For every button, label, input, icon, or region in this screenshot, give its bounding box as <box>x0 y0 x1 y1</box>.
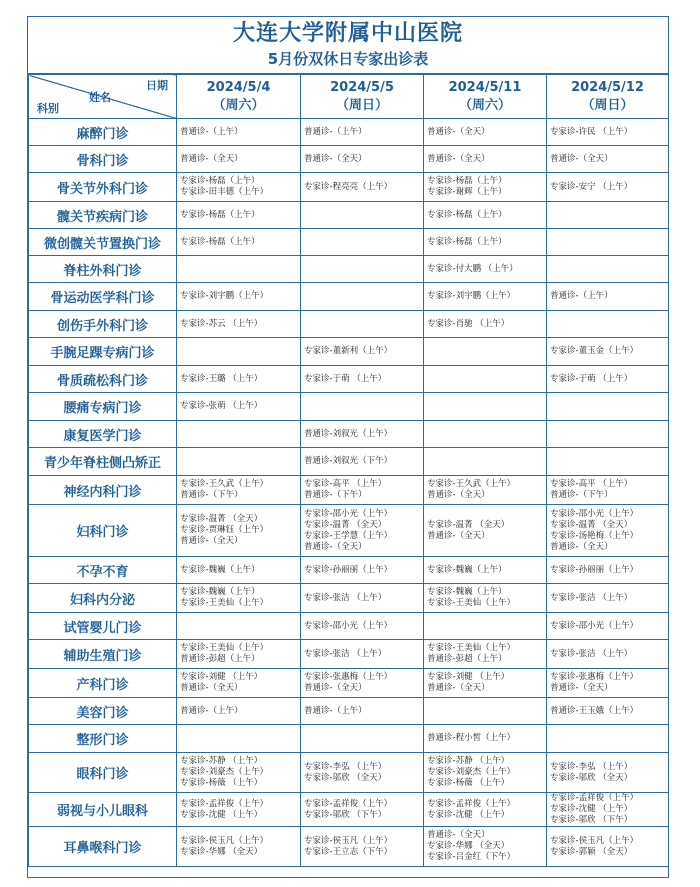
schedule-cell <box>177 753 301 793</box>
appointment-entry: 普通诊-（全天） <box>550 541 613 552</box>
table-row <box>29 256 669 283</box>
appointment-entry: 普通诊-（全天） <box>304 541 367 552</box>
table-row <box>29 613 669 640</box>
weekday-value: （周日） <box>335 97 388 113</box>
appointment-entry: 专家诊-苏静 （上午） <box>427 756 510 766</box>
department-name: 髋关节疾病门诊 <box>29 202 177 229</box>
date-value: 2024/5/12 <box>571 79 644 95</box>
table-row <box>29 698 669 725</box>
department-name: 弱视与小儿眼科 <box>29 793 177 827</box>
appointment-entry: 普通诊-王玉娥（上午） <box>550 705 639 716</box>
schedule-cell <box>177 283 301 311</box>
date-value: 2024/5/11 <box>448 79 522 95</box>
schedule-cell <box>424 698 547 725</box>
appointment-entry: 专家诊-刘豪杰（上午） <box>427 767 516 777</box>
appointment-entry: 专家诊-杨磊（上午） <box>180 236 260 247</box>
appointment-entry: 专家诊-邬欣 （全天） <box>550 772 633 783</box>
appointment-entry: 专家诊-王璐 （上午） <box>180 373 263 384</box>
appointment-entry: 专家诊-许民 （上午） <box>550 126 633 137</box>
schedule-cell <box>301 119 424 146</box>
schedule-cell <box>301 393 424 421</box>
appointment-entry: 普通诊-（上午） <box>550 291 613 301</box>
appointment-entry: 普通诊-（下午） <box>304 490 367 500</box>
schedule-cell <box>301 448 424 476</box>
department-name: 产科门诊 <box>29 669 177 698</box>
appointment-entry: 专家诊-魏巍（上午） <box>427 587 507 597</box>
schedule-cell <box>301 229 424 256</box>
schedule-cell <box>547 119 669 146</box>
appointment-entry: 专家诊-田丰德（上午） <box>180 187 269 197</box>
schedule-cell <box>301 613 424 640</box>
schedule-table <box>28 74 669 867</box>
date-header-row <box>29 75 669 119</box>
schedule-cell <box>177 173 301 202</box>
table-row <box>29 311 669 338</box>
schedule-cell <box>424 793 547 827</box>
appointment-entry: 普通诊-刘叙光（上午） <box>304 428 393 439</box>
department-name: 骨质疏松科门诊 <box>29 366 177 393</box>
schedule-cell <box>547 448 669 476</box>
schedule-cell <box>424 256 547 283</box>
schedule-cell <box>301 640 424 669</box>
schedule-cell <box>177 698 301 725</box>
appointment-entry: 专家诊-杨磊（上午） <box>180 176 260 186</box>
table-row <box>29 505 669 557</box>
appointment-entry: 专家诊-孟祥俊（上午） <box>550 793 639 803</box>
appointment-entry: 专家诊-刘豪杰（上午） <box>180 767 269 777</box>
table-row <box>29 584 669 613</box>
schedule-cell <box>547 725 669 753</box>
department-name: 腰痛专病门诊 <box>29 393 177 421</box>
appointment-entry: 专家诊-孙丽丽（上午） <box>550 564 639 575</box>
table-row <box>29 366 669 393</box>
appointment-entry: 专家诊-温菁 （全天） <box>180 514 263 524</box>
schedule-cell <box>547 366 669 393</box>
appointment-entry: 专家诊-杨薇 （上午） <box>180 778 263 788</box>
appointment-entry: 普通诊-（全天） <box>550 153 613 164</box>
appointment-entry: 专家诊-邬欣 （下午） <box>304 809 387 820</box>
appointment-entry: 专家诊-温菁 （全天） <box>427 519 510 530</box>
appointment-entry: 专家诊-汤艳梅（上午） <box>550 530 639 541</box>
appointment-entry: 专家诊-高平 （上午） <box>304 479 387 489</box>
schedule-cell <box>547 173 669 202</box>
appointment-entry: 专家诊-杨薇 （上午） <box>427 778 510 788</box>
appointment-entry: 专家诊-付大鹏 （上午） <box>427 263 518 274</box>
schedule-cell <box>547 202 669 229</box>
appointment-entry: 专家诊-孟祥俊（上午） <box>304 798 393 809</box>
schedule-cell <box>301 793 424 827</box>
table-row <box>29 476 669 505</box>
appointment-entry: 专家诊-邵小光（上午） <box>304 508 393 519</box>
schedule-cell <box>547 827 669 867</box>
schedule-cell <box>547 640 669 669</box>
schedule-cell <box>424 584 547 613</box>
department-name: 青少年脊柱侧凸矫正 <box>29 448 177 476</box>
department-name: 不孕不育 <box>29 557 177 584</box>
appointment-entry: 专家诊-张惠梅（上午） <box>304 672 393 682</box>
schedule-cell <box>301 283 424 311</box>
schedule-cell <box>547 283 669 311</box>
schedule-cell <box>177 448 301 476</box>
appointment-entry: 专家诊-于萌 （上午） <box>304 373 387 384</box>
schedule-cell <box>547 557 669 584</box>
schedule-cell <box>424 476 547 505</box>
appointment-entry: 专家诊-郭颖 （全天） <box>550 846 633 857</box>
schedule-cell <box>301 202 424 229</box>
schedule-cell <box>177 793 301 827</box>
schedule-cell <box>424 613 547 640</box>
appointment-entry: 专家诊-王久武（上午） <box>180 479 269 489</box>
appointment-entry: 专家诊-侯玉凡（上午） <box>550 835 639 846</box>
appointment-entry: 专家诊-刘宇鹏（上午） <box>427 291 516 301</box>
appointment-entry: 专家诊-魏巍（上午） <box>180 564 260 575</box>
table-row <box>29 640 669 669</box>
appointment-entry: 专家诊-邵小光（上午） <box>304 620 393 631</box>
table-row <box>29 753 669 793</box>
department-name: 眼科门诊 <box>29 753 177 793</box>
schedule-cell <box>424 229 547 256</box>
appointment-entry: 专家诊-吕金红（下午） <box>427 852 516 862</box>
appointment-entry: 专家诊-张洁 （上午） <box>304 592 387 603</box>
appointment-entry: 普通诊-（全天） <box>304 683 367 693</box>
schedule-cell <box>424 146 547 173</box>
schedule-cell <box>424 421 547 448</box>
page-subtitle: 5月份双休日专家出诊表 <box>267 50 429 68</box>
appointment-entry: 专家诊-王久武（上午） <box>427 479 516 489</box>
appointment-entry: 专家诊-贾琳钰（上午） <box>180 525 269 535</box>
appointment-entry: 专家诊-沈健 （上午） <box>427 809 510 820</box>
appointment-entry: 专家诊-王美仙（上午） <box>180 643 269 653</box>
appointment-entry: 专家诊-邵小光（上午） <box>550 620 639 631</box>
department-name: 试管婴儿门诊 <box>29 613 177 640</box>
schedule-cell <box>424 557 547 584</box>
schedule-body <box>29 119 669 867</box>
department-name: 脊柱外科门诊 <box>29 256 177 283</box>
schedule-cell <box>177 725 301 753</box>
schedule-cell <box>424 505 547 557</box>
appointment-entry: 专家诊-温菁 （全天） <box>550 519 633 530</box>
schedule-cell <box>547 311 669 338</box>
appointment-entry: 专家诊-李弘 （上午） <box>550 761 633 772</box>
schedule-cell <box>301 698 424 725</box>
schedule-cell <box>177 366 301 393</box>
page-title: 大连大学附属中山医院 <box>232 21 463 46</box>
appointment-entry: 专家诊-肖驰 （上午） <box>427 318 510 329</box>
department-name: 耳鼻喉科门诊 <box>29 827 177 867</box>
appointment-entry: 普通诊-彭超（上午） <box>180 654 260 664</box>
appointment-entry: 专家诊-刘健 （上午） <box>180 672 263 682</box>
appointment-entry: 普通诊-（全天） <box>550 683 613 693</box>
department-name: 妇科内分泌 <box>29 584 177 613</box>
schedule-cell <box>177 476 301 505</box>
table-row <box>29 283 669 311</box>
appointment-entry: 普通诊-（全天） <box>427 153 490 164</box>
schedule-cell <box>177 505 301 557</box>
schedule-cell <box>547 476 669 505</box>
table-row <box>29 338 669 366</box>
department-name: 辅助生殖门诊 <box>29 640 177 669</box>
date-value: 2024/5/5 <box>330 79 394 95</box>
schedule-cell <box>301 146 424 173</box>
appointment-entry: 专家诊-孟祥俊（上午） <box>427 798 516 809</box>
appointment-entry: 专家诊-华娜 （全天） <box>180 846 263 857</box>
schedule-cell <box>177 202 301 229</box>
appointment-entry: 普通诊-（下午） <box>550 490 613 500</box>
appointment-entry: 普通诊-程小皙（上午） <box>427 733 516 743</box>
schedule-cell <box>547 669 669 698</box>
appointment-entry: 专家诊-杨磊（上午） <box>427 236 507 247</box>
table-row <box>29 557 669 584</box>
schedule-cell <box>547 393 669 421</box>
schedule-cell <box>301 311 424 338</box>
appointment-entry: 普通诊-（上午） <box>304 126 367 137</box>
appointment-entry: 专家诊-张惠梅（上午） <box>550 672 639 682</box>
corner-name-label: 姓名 <box>89 91 111 104</box>
corner-date-label: 日期 <box>146 79 168 92</box>
department-name: 神经内科门诊 <box>29 476 177 505</box>
schedule-cell <box>424 827 547 867</box>
appointment-entry: 普通诊-（全天） <box>427 490 490 500</box>
schedule-cell <box>301 557 424 584</box>
schedule-cell <box>547 698 669 725</box>
department-name: 骨关节外科门诊 <box>29 173 177 202</box>
schedule-cell <box>424 393 547 421</box>
date-header <box>301 75 424 119</box>
schedule-cell <box>301 476 424 505</box>
appointment-entry: 专家诊-王美仙（上午） <box>427 643 516 653</box>
schedule-cell <box>547 613 669 640</box>
date-value: 2024/5/4 <box>206 79 271 95</box>
appointment-entry: 专家诊-刘宇鹏（上午） <box>180 291 269 301</box>
schedule-cell <box>424 338 547 366</box>
schedule-cell <box>424 311 547 338</box>
appointment-entry: 普通诊-彭超（上午） <box>427 654 507 664</box>
table-row <box>29 202 669 229</box>
appointment-entry: 普通诊-（上午） <box>180 126 243 137</box>
appointment-entry: 普通诊-（全天） <box>427 126 490 137</box>
appointment-entry: 专家诊-张洁 （上午） <box>550 592 633 603</box>
appointment-entry: 专家诊-王美仙（上午） <box>427 598 516 608</box>
schedule-cell <box>424 725 547 753</box>
appointment-entry: 专家诊-董新利（上午） <box>304 346 393 356</box>
appointment-entry: 普通诊-（全天） <box>427 683 490 693</box>
appointment-entry: 专家诊-刘健 （上午） <box>427 672 510 682</box>
date-header <box>424 75 547 119</box>
schedule-cell <box>424 173 547 202</box>
schedule-cell <box>301 753 424 793</box>
department-name: 麻醉门诊 <box>29 119 177 146</box>
appointment-entry: 专家诊-苏静 （上午） <box>180 756 263 766</box>
schedule-cell <box>301 366 424 393</box>
schedule-cell <box>424 448 547 476</box>
schedule-cell <box>301 827 424 867</box>
appointment-entry: 专家诊-孟祥俊（上午） <box>180 798 269 809</box>
table-row <box>29 827 669 867</box>
schedule-cell <box>424 366 547 393</box>
appointment-entry: 普通诊-（全天） <box>180 683 243 693</box>
appointment-entry: 专家诊-张洁 （上午） <box>550 648 633 659</box>
appointment-entry: 专家诊-程亮亮（上午） <box>304 181 393 192</box>
schedule-cell <box>424 119 547 146</box>
department-name: 骨科门诊 <box>29 146 177 173</box>
table-row <box>29 393 669 421</box>
schedule-cell <box>177 827 301 867</box>
appointment-entry: 专家诊-于萌 （上午） <box>550 373 633 384</box>
schedule-cell <box>177 640 301 669</box>
appointment-entry: 普通诊-（全天） <box>180 153 243 164</box>
schedule-cell <box>177 119 301 146</box>
schedule-cell <box>301 421 424 448</box>
schedule-cell <box>547 753 669 793</box>
appointment-entry: 专家诊-侯玉凡（上午） <box>180 835 269 846</box>
corner-dept-label: 科别 <box>37 102 59 115</box>
appointment-entry: 专家诊-沈健 （上午） <box>180 809 263 820</box>
table-row <box>29 229 669 256</box>
schedule-cell <box>301 173 424 202</box>
schedule-cell <box>547 338 669 366</box>
table-row <box>29 146 669 173</box>
schedule-cell <box>177 557 301 584</box>
department-name: 妇科门诊 <box>29 505 177 557</box>
schedule-cell <box>177 229 301 256</box>
appointment-entry: 专家诊-魏巍（上午） <box>427 564 507 575</box>
appointment-entry: 专家诊-张洁 （上午） <box>304 648 387 659</box>
schedule-cell <box>177 338 301 366</box>
table-row <box>29 173 669 202</box>
appointment-entry: 专家诊-王美仙（上午） <box>180 598 269 608</box>
appointment-entry: 专家诊-华娜 （全天） <box>427 841 510 851</box>
schedule-cell <box>177 584 301 613</box>
department-name: 微创髋关节置换门诊 <box>29 229 177 256</box>
schedule-cell <box>301 669 424 698</box>
appointment-entry: 专家诊-沈健 （上午） <box>550 804 633 814</box>
schedule-cell <box>177 146 301 173</box>
appointment-entry: 普通诊-刘叙光（下午） <box>304 456 393 466</box>
table-row <box>29 448 669 476</box>
weekday-value: （周六） <box>458 97 511 113</box>
appointment-entry: 专家诊-杨磊（上午） <box>427 176 507 186</box>
table-row <box>29 793 669 827</box>
schedule-sheet <box>27 16 669 878</box>
table-row <box>29 725 669 753</box>
schedule-cell <box>547 229 669 256</box>
appointment-entry: 专家诊-王学慧（上午） <box>304 530 393 541</box>
schedule-cell <box>547 146 669 173</box>
appointment-entry: 普通诊-（全天） <box>304 153 367 164</box>
schedule-cell <box>177 421 301 448</box>
appointment-entry: 专家诊-邬欣 （下午） <box>550 815 633 825</box>
table-row <box>29 421 669 448</box>
appointment-entry: 普通诊-（下午） <box>180 490 243 500</box>
appointment-entry: 专家诊-董玉金（上午） <box>550 346 639 356</box>
appointment-entry: 专家诊-魏巍（上午） <box>180 587 260 597</box>
schedule-cell <box>547 793 669 827</box>
schedule-cell <box>547 505 669 557</box>
appointment-entry: 普通诊-（上午） <box>304 705 367 716</box>
schedule-cell <box>301 256 424 283</box>
weekday-value: （周日） <box>581 97 634 113</box>
schedule-cell <box>177 256 301 283</box>
schedule-cell <box>177 393 301 421</box>
appointment-entry: 专家诊-苏云 （上午） <box>180 318 263 329</box>
appointment-entry: 专家诊-李弘 （上午） <box>304 761 387 772</box>
schedule-cell <box>547 421 669 448</box>
department-name: 手腕足踝专病门诊 <box>29 338 177 366</box>
table-row <box>29 669 669 698</box>
appointment-entry: 专家诊-侯玉凡（上午） <box>304 835 393 846</box>
appointment-entry: 专家诊-高平 （上午） <box>550 479 633 489</box>
department-name: 骨运动医学科门诊 <box>29 283 177 311</box>
appointment-entry: 专家诊-杨磊（上午） <box>427 209 507 220</box>
appointment-entry: 普通诊-（全天） <box>180 536 243 546</box>
appointment-entry: 专家诊-安宁 （上午） <box>550 181 633 192</box>
weekday-value: （周六） <box>212 97 265 113</box>
schedule-cell <box>301 505 424 557</box>
schedule-cell <box>547 256 669 283</box>
appointment-entry: 专家诊-孙丽丽（上午） <box>304 564 393 575</box>
table-row <box>29 119 669 146</box>
department-name: 创伤手外科门诊 <box>29 311 177 338</box>
schedule-cell <box>177 613 301 640</box>
schedule-cell <box>424 669 547 698</box>
appointment-entry: 普通诊-（上午） <box>180 705 243 716</box>
appointment-entry: 专家诊-邵小光（上午） <box>550 508 639 519</box>
schedule-cell <box>177 669 301 698</box>
appointment-entry: 普通诊-（全天） <box>427 530 490 541</box>
schedule-cell <box>424 640 547 669</box>
date-header <box>547 75 669 119</box>
schedule-cell <box>547 584 669 613</box>
schedule-cell <box>424 753 547 793</box>
schedule-cell <box>424 202 547 229</box>
schedule-cell <box>301 584 424 613</box>
schedule-cell <box>301 338 424 366</box>
appointment-entry: 专家诊-谢辉（上午） <box>427 187 507 197</box>
date-header <box>177 75 301 119</box>
schedule-cell <box>424 283 547 311</box>
department-name: 康复医学门诊 <box>29 421 177 448</box>
title-area <box>28 17 668 74</box>
corner-cell <box>29 75 177 119</box>
appointment-entry: 专家诊-温菁 （全天） <box>304 519 387 530</box>
appointment-entry: 专家诊-张萌 （上午） <box>180 401 263 411</box>
department-name: 美容门诊 <box>29 698 177 725</box>
schedule-cell <box>301 725 424 753</box>
appointment-entry: 专家诊-王立志（下午） <box>304 846 393 857</box>
appointment-entry: 专家诊-杨磊（上午） <box>180 209 260 220</box>
schedule-cell <box>177 311 301 338</box>
appointment-entry: 专家诊-邬欣 （全天） <box>304 772 387 783</box>
appointment-entry: 普通诊-（全天） <box>427 830 490 840</box>
department-name: 整形门诊 <box>29 725 177 753</box>
